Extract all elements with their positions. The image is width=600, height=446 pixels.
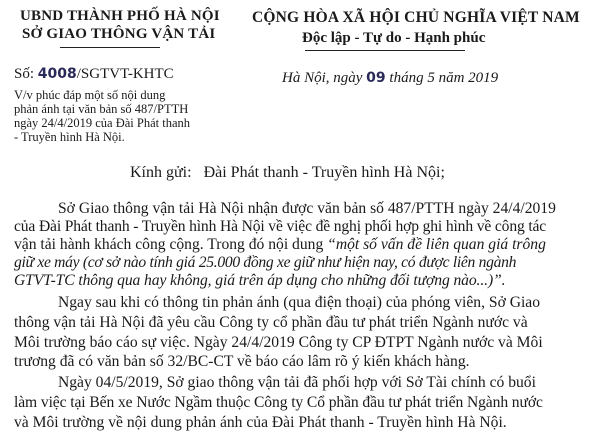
date-month-label: tháng	[389, 70, 424, 86]
subject-line-2: phản ánh tại văn bản số 487/PTTH	[14, 102, 189, 116]
body-line-11: làm việc tại Bến xe Nước Ngầm thuộc Công ty Cổ phần đầu tư phát triển Ngành nước	[14, 394, 543, 411]
recipient-label: Kính gửi:	[130, 164, 192, 181]
body-line-10: Ngày 04/5/2019, Sở giao thông vận tải đã phối hợp với Sở Tài chính có buổi	[58, 374, 536, 391]
header-right-underline	[305, 50, 465, 51]
agency-name: UBND THÀNH PHỐ HÀ NỘI	[20, 8, 220, 24]
body-line-8: Môi trường báo cáo sự việc. Ngày 24/4/2019 Công ty CP ĐTPT Ngành nước và Môi	[14, 334, 543, 351]
national-motto: Độc lập - Tự do - Hạnh phúc	[302, 30, 486, 46]
body-line-4: giữ xe máy (cơ sở nào tính giá 25.000 đồng xe giữ như hiện nay, có được liên ngành	[14, 254, 517, 271]
document-date	[282, 70, 498, 87]
body-line-3-text: vận tải hành khách công cộng. Trong đó nội dung	[14, 236, 324, 253]
date-month: 5	[427, 70, 435, 86]
subject-line-3: ngày 24/4/2019 của Đài Phát thanh	[14, 116, 191, 130]
document-number	[14, 66, 174, 83]
body-quote-start: “một số vấn đề liên quan giá trông	[327, 236, 546, 253]
subject-line-4: - Truyền hình Hà Nội.	[14, 130, 125, 144]
national-title: CỘNG HÒA XÃ HỘI CHỦ NGHĨA VIỆT NAM	[252, 9, 580, 26]
date-day-handwritten: 09	[366, 70, 386, 86]
doc-number-suffix: /SGTVT-KHTC	[76, 66, 174, 82]
subject-line-1: V/v phúc đáp một số nội dung	[14, 88, 166, 102]
date-year: năm 2019	[438, 70, 499, 86]
body-line-6: Ngay sau khi có thông tin phản ánh (qua điện thoại) của phóng viên, Sở Giao	[58, 294, 541, 311]
body-line-12: và Môi trường về nội dung phản ánh của Đài Phát thanh - Truyền hình Hà Nội.	[14, 414, 507, 431]
body-line-2: của Đài Phát thanh - Truyền hình Hà Nội về việc đề nghị phối hợp ghi hình về công tác	[14, 218, 547, 235]
date-prefix: Hà Nội, ngày	[282, 70, 363, 86]
body-line-3	[14, 236, 546, 254]
header-left-underline	[60, 47, 160, 48]
body-line-7: thông vận tải Hà Nội đã yêu cầu Công ty cổ phần đầu tư phát triển Ngành nước và	[14, 314, 528, 331]
doc-number-prefix: Số:	[14, 66, 35, 82]
department-name: SỞ GIAO THÔNG VẬN TẢI	[22, 26, 216, 42]
body-line-5: GTVT-TC thông qua hay không, giá trên áp dụng cho những đối tượng nào...)”.	[14, 272, 506, 289]
body-line-1: Sở Giao thông vận tải Hà Nội nhận được văn bản số 487/PTTH ngày 24/4/2019	[58, 200, 556, 217]
recipient-line	[130, 164, 445, 182]
doc-number-handwritten: 4008	[37, 66, 77, 82]
recipient-name: Đài Phát thanh - Truyền hình Hà Nội;	[203, 164, 445, 181]
body-line-9: trương đã có văn bản số 32/BC-CT về báo cáo lâm rõ ý kiến khách hàng.	[14, 353, 470, 370]
